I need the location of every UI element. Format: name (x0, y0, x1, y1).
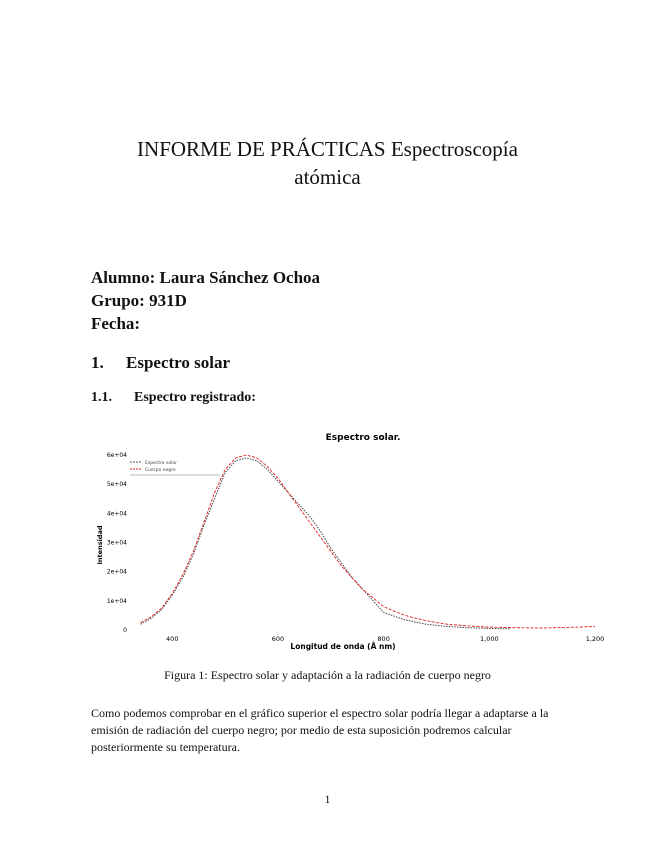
body-paragraph: Como podemos comprobar en el gráfico superior el espectro solar podría llegar a adaptarse a la emisión de radiación del cuerpo negro; por medio de esta suposición podremos calcular posteriormente su temperatura. (91, 706, 549, 754)
y-tick-label: 2e+04 (106, 568, 127, 576)
report-date: Fecha: (91, 314, 141, 333)
y-tick-label: 5e+04 (106, 481, 127, 489)
student-group: Grupo: 931D (91, 291, 187, 310)
section-heading (91, 353, 230, 373)
document-title (90, 135, 565, 191)
y-tick-label: 1e+04 (106, 597, 127, 605)
y-tick-label: 4e+04 (106, 510, 127, 518)
chart-title: Espectro solar. (325, 433, 401, 443)
subsection-heading (91, 390, 256, 406)
x-tick-label: 400 (166, 635, 179, 643)
x-tick-label: 800 (377, 635, 390, 643)
x-tick-label: 1,200 (585, 635, 605, 643)
y-tick-label: 6e+04 (106, 452, 127, 459)
section-number: 1. (91, 353, 104, 372)
series-line-blackbody (141, 455, 595, 628)
x-axis-label: Longitud de onda (Å nm) (290, 642, 396, 651)
title-line-2: atómica (294, 165, 361, 189)
spectrum-chart (90, 425, 610, 655)
legend-entry-measured: Espectro solar (145, 461, 177, 466)
y-tick-label: 3e+04 (106, 539, 127, 547)
y-tick-label: 0 (123, 627, 127, 634)
student-info (91, 266, 320, 335)
title-line-1: INFORME DE PRÁCTICAS Espectroscopía (137, 137, 518, 161)
legend-entry-blackbody: Cuerpo negro (145, 468, 176, 473)
page-number: 1 (324, 792, 331, 806)
y-axis-label: Intensidad (96, 525, 104, 565)
figure-caption: Figura 1: Espectro solar y adaptación a la radiación de cuerpo negro (164, 668, 491, 682)
student-name: Alumno: Laura Sánchez Ochoa (91, 268, 321, 287)
section-title: Espectro solar (126, 353, 231, 372)
x-tick-label: 600 (271, 635, 285, 643)
subsection-title: Espectro registrado: (134, 390, 256, 405)
subsection-number: 1.1. (91, 390, 112, 405)
spectrum-figure (90, 425, 610, 655)
x-tick-label: 1,000 (480, 635, 499, 643)
chart-legend (130, 460, 220, 475)
